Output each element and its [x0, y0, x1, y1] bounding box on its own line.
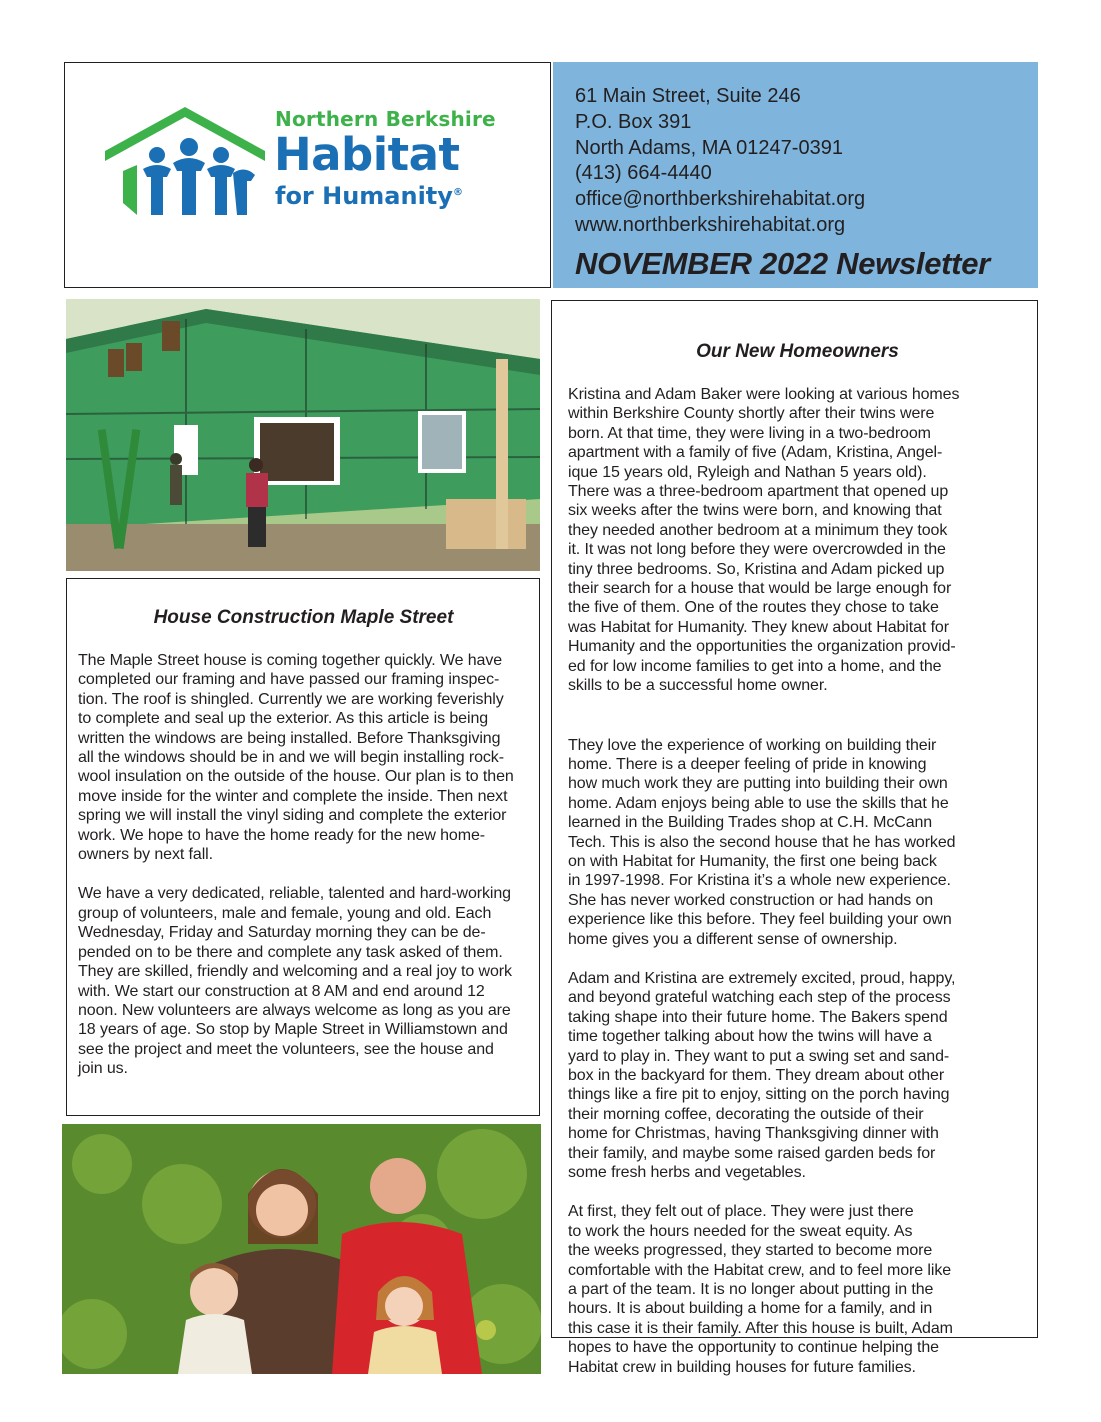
text-line: the five of them. One of the routes they chose to take — [568, 599, 939, 617]
text-line: in 1997-1998. For Kristina it’s a whole new experience. — [568, 872, 951, 890]
house-construction-headline: House Construction Maple Street — [153, 607, 454, 628]
house-construction-paragraph-1 — [78, 651, 529, 864]
text-line: Adam and Kristina are extremely excited, proud, happy, — [568, 969, 956, 987]
text-line: ique 15 years old, Ryleigh and Nathan 5 years old). — [568, 463, 927, 481]
text-line: home for Christmas, having Thanksgiving dinner with — [568, 1125, 939, 1143]
text-line: join us. — [78, 1060, 128, 1078]
text-line: hopes to have the opportunity to continue helping the — [568, 1339, 939, 1357]
text-line: their morning coffee, decorating the outside of their — [568, 1105, 924, 1123]
text-line: all the windows should be in and we will begin installing rock- — [78, 749, 504, 767]
text-line: to complete and seal up the exterior. As this article is being — [78, 710, 489, 728]
text-line: home. Adam enjoys being able to use the skills that he — [568, 794, 949, 812]
text-line: with. We start our construction at 8 AM and end around 12 — [78, 982, 485, 1000]
contact-box — [553, 62, 1038, 288]
text-line: their search for a house that would be large enough for — [568, 580, 952, 598]
text-line: At first, they felt out of place. They were just there — [568, 1203, 914, 1221]
text-line: skills to be a successful home owner. — [568, 677, 828, 695]
address-po-box: P.O. Box 391 — [575, 110, 692, 133]
house-construction-paragraph-2 — [78, 884, 529, 1078]
text-line: things like a fire pit to enjoy, sitting on the porch having — [568, 1086, 950, 1104]
text-line: tiny three bedrooms. So, Kristina and Adam picked up — [568, 560, 945, 578]
text-line: how much work they are putting into building their own — [568, 775, 948, 793]
text-line: within Berkshire County shortly after their twins were — [568, 405, 935, 423]
house-construction-article — [66, 578, 540, 1116]
address-street: 61 Main Street, Suite 246 — [575, 85, 801, 107]
text-line: Habitat crew in building houses for future families. — [568, 1358, 916, 1376]
text-line: hours. It is about building a home for a family, and in — [568, 1300, 933, 1318]
text-line: experience like this before. They feel building your own — [568, 911, 952, 929]
newsletter-title: NOVEMBER 2022 Newsletter — [575, 245, 990, 281]
org-name-line1: Northern Berkshire — [275, 107, 496, 131]
contact-email-link[interactable]: office@northberkshirehabitat.org — [575, 188, 866, 211]
text-line: noon. New volunteers are always welcome as long as you are — [78, 1001, 511, 1019]
text-line: apartment with a family of five (Adam, Kristina, Angel- — [568, 444, 943, 462]
registered-mark: ® — [452, 187, 463, 198]
text-line: home gives you a different sense of ownership. — [568, 930, 898, 948]
text-line: Kristina and Adam Baker were looking at various homes — [568, 386, 960, 403]
text-line: a part of the team. It is no longer about putting in the — [568, 1281, 934, 1299]
text-line: six weeks after the twins were born, and knowing that — [568, 502, 942, 520]
text-line: taking shape into their future home. The Bakers spend — [568, 1008, 948, 1026]
text-line: There was a three-bedroom apartment that opened up — [568, 483, 949, 501]
new-homeowners-headline: Our New Homeowners — [696, 341, 899, 362]
text-line: their family, and maybe some raised garden beds for — [568, 1144, 936, 1162]
text-line: they needed another bedroom at a minimum they took — [568, 521, 948, 539]
text-line: The Maple Street house is coming together quickly. We have — [78, 652, 503, 669]
org-name-line3 — [275, 182, 463, 210]
text-line: work. We hope to have the home ready for the new home- — [78, 826, 485, 844]
logo-box — [64, 62, 551, 288]
text-line: born. At that time, they were living in a two-bedroom — [568, 424, 931, 442]
text-line: some fresh herbs and vegetables. — [568, 1164, 806, 1182]
family-photo — [62, 1124, 541, 1374]
homeowners-paragraph-3 — [568, 969, 1027, 1182]
text-line: on with Habitat for Humanity, the first one being back — [568, 852, 937, 870]
text-line: owners by next fall. — [78, 846, 213, 864]
text-line: written the windows are being installed. Before Thanksgiving — [78, 729, 501, 747]
text-line: They are skilled, friendly and welcoming and a real joy to work — [78, 963, 512, 981]
text-line: to work the hours needed for the sweat equity. As — [568, 1222, 913, 1240]
org-name-line3-text: for Humanity — [275, 182, 453, 210]
homeowners-paragraph-2 — [568, 736, 1027, 949]
text-line: ed for low income families to get into a home, and the — [568, 657, 942, 675]
address-city: North Adams, MA 01247-0391 — [575, 136, 843, 159]
text-line: 18 years of age. So stop by Maple Street in Williamstown and — [78, 1021, 508, 1039]
text-line: the weeks progressed, they started to become more — [568, 1242, 933, 1260]
contact-phone: (413) 664-4440 — [575, 162, 712, 185]
new-homeowners-article — [551, 300, 1038, 1376]
house-construction-photo — [66, 299, 540, 571]
text-line: We have a very dedicated, reliable, talented and hard-working — [78, 885, 511, 903]
text-line: Tech. This is also the second house that he has worked — [568, 833, 956, 851]
text-line: comfortable with the Habitat crew, and to feel more like — [568, 1261, 952, 1279]
homeowners-paragraph-4 — [568, 1202, 1027, 1377]
text-line: time together talking about how the twins will have a — [568, 1028, 932, 1046]
text-line: it. It was not long before they were overcrowded in the — [568, 541, 946, 559]
text-line: Humanity and the opportunities the organization provid- — [568, 638, 956, 656]
homeowners-paragraph-1 — [568, 385, 1027, 696]
family-illustration — [62, 1124, 541, 1374]
org-name-line2: Habitat — [274, 128, 460, 181]
contact-website-link[interactable]: www.northberkshirehabitat.org — [575, 213, 846, 236]
text-line: and beyond grateful watching each step of the process — [568, 989, 951, 1007]
text-line: She has never worked construction or had hands on — [568, 891, 934, 909]
text-line: move inside for the winter and complete the inside. Then next — [78, 787, 508, 805]
text-line: learned in the Building Trades shop at C.H. McCann — [568, 814, 933, 832]
text-line: group of volunteers, male and female, young and old. Each — [78, 904, 492, 922]
text-line: this case it is their family. After this house is built, Adam — [568, 1319, 953, 1337]
text-line: home. There is a deeper feeling of pride in knowing — [568, 755, 927, 773]
text-line: They love the experience of working on building their — [568, 736, 937, 754]
text-line: tion. The roof is shingled. Currently we are working feverishly — [78, 690, 504, 708]
habitat-house-logo-icon — [105, 103, 267, 223]
text-line: Wednesday, Friday and Saturday morning they can be de- — [78, 924, 486, 942]
house-construction-illustration — [66, 299, 540, 571]
text-line: was Habitat for Humanity. They knew about Habitat for — [568, 618, 949, 636]
text-line: spring we will install the vinyl siding and complete the exterior — [78, 807, 507, 825]
text-line: box in the backyard for them. They dream about other — [568, 1067, 945, 1084]
text-line: pended on to be there and complete any task asked of them. — [78, 943, 503, 961]
text-line: completed our framing and have passed our framing inspec- — [78, 671, 500, 689]
text-line: yard to play in. They want to put a swing set and sand- — [568, 1047, 950, 1065]
text-line: wool insulation on the outside of the house. Our plan is to then — [78, 768, 514, 786]
text-line: see the project and meet the volunteers, see the house and — [78, 1040, 494, 1058]
